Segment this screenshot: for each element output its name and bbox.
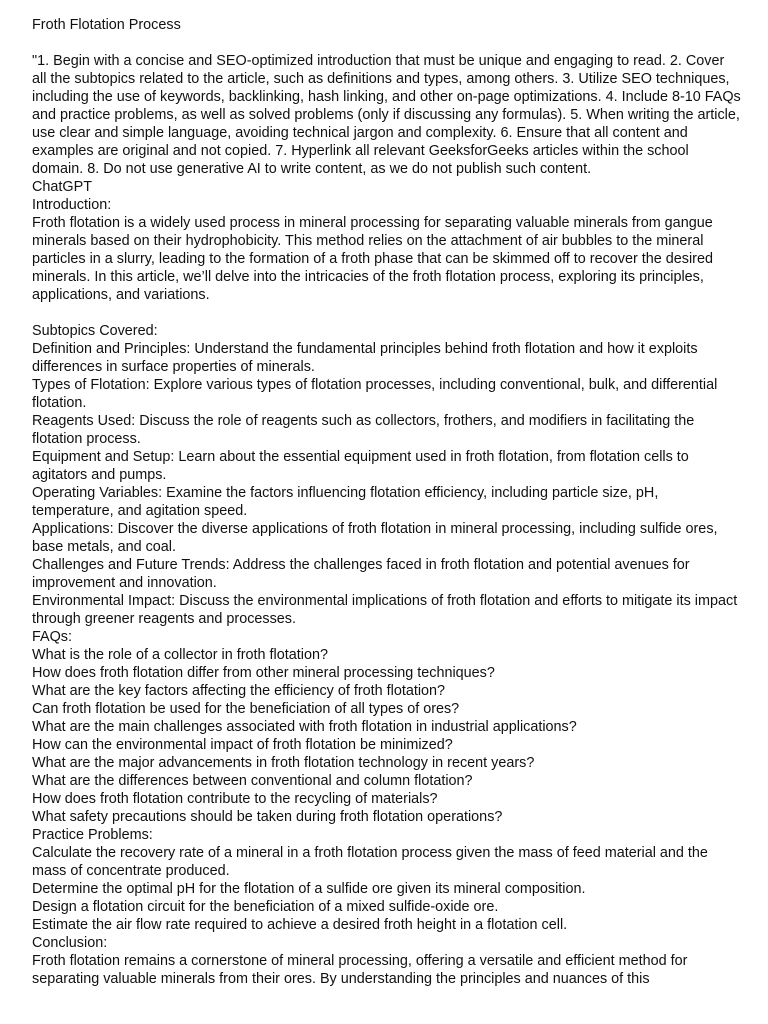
subtopic-item: Definition and Principles: Understand the fundamental principles behind froth flotation and how it exploits differences in surface properties of minerals. xyxy=(32,341,702,375)
practice-heading: Practice Problems: xyxy=(32,827,153,843)
faq-item: How does froth flotation contribute to the recycling of materials? xyxy=(32,791,438,807)
faq-item: What are the major advancements in froth flotation technology in recent years? xyxy=(32,755,535,771)
faq-item: How does froth flotation differ from other mineral processing techniques? xyxy=(32,665,495,681)
faq-item: What is the role of a collector in froth flotation? xyxy=(32,647,328,663)
practice-item: Estimate the air flow rate required to achieve a desired froth height in a flotation cell. xyxy=(32,917,568,933)
document-title: Froth Flotation Process xyxy=(32,17,181,33)
subtopic-item: Reagents Used: Discuss the role of reagents such as collectors, frothers, and modifiers in facilitating the flotation process. xyxy=(32,413,699,447)
conclusion-heading: Conclusion: xyxy=(32,935,108,951)
faq-item: What are the differences between conventional and column flotation? xyxy=(32,773,473,789)
faq-item: What safety precautions should be taken during froth flotation operations? xyxy=(32,809,503,825)
subtopic-item: Environmental Impact: Discuss the environmental implications of froth flotation and efforts to mitigate its impact through greener reagents and processes. xyxy=(32,593,742,627)
document-page xyxy=(32,16,745,988)
prompt-text: "1. Begin with a concise and SEO-optimized introduction that must be unique and engaging to read. 2. Cover all the subtopics related to the article, such as definitions and types, among others. 3. Utilize SEO techniques, including the use of keywords, backlinking, hash linking, and other on-page optimizations. 4. Include 8-10 FAQs and practice problems, as well as solved problems (only if discussing any formulas). 5. When writing the article, use clear and simple language, avoiding technical jargon and complexity. 6. Ensure that all content and examples are original and not copied. 7. Hyperlink all relevant GeeksforGeeks articles within the school domain. 8. Do not use generative AI to write content, as we do not publish such content. xyxy=(32,53,745,177)
subtopic-item: Equipment and Setup: Learn about the essential equipment used in froth flotation, from flotation cells to agitators and pumps. xyxy=(32,449,693,483)
blank-line xyxy=(32,304,742,322)
practice-item: Calculate the recovery rate of a mineral in a froth flotation process given the mass of feed material and the mass of concentrate produced. xyxy=(32,845,712,879)
intro-text: Froth flotation is a widely used process in mineral processing for separating valuable minerals from gangue minerals based on their hydrophobicity. This method relies on the attachment of air bubbles to the mineral particles in a slurry, leading to the formation of a froth phase that can be skimmed off to recover the desired minerals. In this article, we’ll delve into the intricacies of the froth flotation process, exploring its principles, applications, and variations. xyxy=(32,215,717,303)
subtopic-item: Operating Variables: Examine the factors influencing flotation efficiency, including particle size, pH, temperature, and agitation speed. xyxy=(32,485,663,519)
conclusion-text: Froth flotation remains a cornerstone of mineral processing, offering a versatile and efficient method for separating valuable minerals from their ores. By understanding the principles and nuances of this xyxy=(32,953,692,987)
subtopic-item: Challenges and Future Trends: Address the challenges faced in froth flotation and potential avenues for improvement and innovation. xyxy=(32,557,694,591)
chatgpt-label: ChatGPT xyxy=(32,179,92,195)
faq-item: How can the environmental impact of froth flotation be minimized? xyxy=(32,737,453,753)
faq-item: Can froth flotation be used for the beneficiation of all types of ores? xyxy=(32,701,460,717)
faq-item: What are the key factors affecting the efficiency of froth flotation? xyxy=(32,683,446,699)
practice-item: Determine the optimal pH for the flotation of a sulfide ore given its mineral composition. xyxy=(32,881,586,897)
intro-heading: Introduction: xyxy=(32,197,112,213)
faqs-heading: FAQs: xyxy=(32,629,72,645)
faq-item: What are the main challenges associated with froth flotation in industrial applications? xyxy=(32,719,577,735)
practice-item: Design a flotation circuit for the beneficiation of a mixed sulfide-oxide ore. xyxy=(32,899,499,915)
subtopic-item: Applications: Discover the diverse applications of froth flotation in mineral processing, including sulfide ores, base metals, and coal. xyxy=(32,521,722,555)
subtopic-item: Types of Flotation: Explore various types of flotation processes, including conventional, bulk, and differential flotation. xyxy=(32,377,722,411)
subtopics-heading: Subtopics Covered: xyxy=(32,323,158,339)
